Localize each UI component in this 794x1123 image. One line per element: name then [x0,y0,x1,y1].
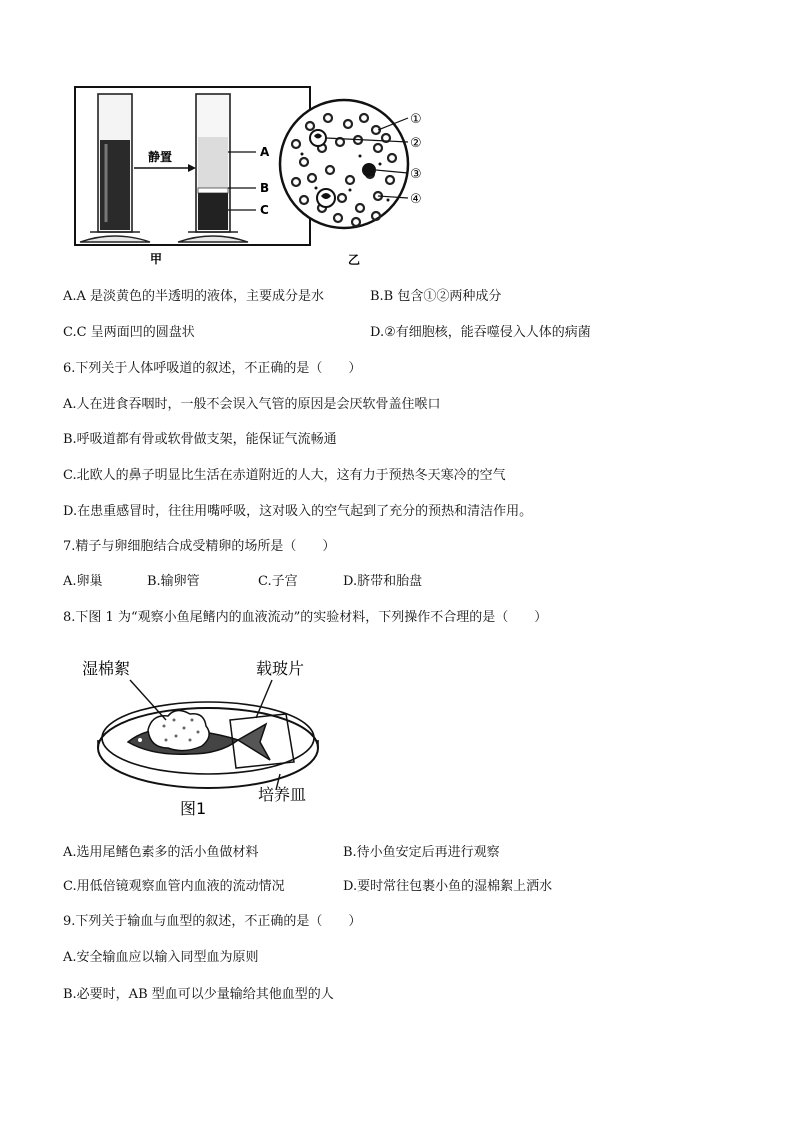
wet-cotton [148,710,209,750]
q9-stem: 9.下列关于输血与血型的叙述，不正确的是（ ） [63,914,362,929]
q6-option-a: A.人在进食吞咽时，一般不会误入气管的原因是会厌软骨盖住喉口 [63,397,441,412]
q5-option-d: D.②有细胞核，能吞噬侵入人体的病菌 [370,325,591,340]
q5-option-a: A.A 是淡黄色的半透明的液体，主要成分是水 [63,289,325,304]
blood-smear [280,100,408,228]
q8-option-a: A.选用尾鳍色素多的活小鱼做材料 [63,845,259,860]
q5-option-c: C.C 呈两面凹的圆盘状 [63,325,195,340]
q8-option-d: D.要时常往包裹小鱼的湿棉絮上洒水 [343,879,553,894]
layer-label-a: A [260,145,270,159]
q7-option-c: C.子宫 [258,574,298,589]
q5-option-b: B.B 包含①②两种成分 [370,289,502,304]
cell-label-1: ① [410,112,422,127]
cell-label-2: ② [410,136,422,151]
q6-stem: 6.下列关于人体呼吸道的叙述，不正确的是（ ） [63,361,362,376]
q8-option-c: C.用低倍镜观察血管内血液的流动情况 [63,879,285,894]
figure-caption: 图1 [180,799,207,818]
q7-stem: 7.精子与卵细胞结合成受精卵的场所是（ ） [63,539,336,554]
q9-option-b: B.必要时，AB 型血可以少量输给其他血型的人 [63,987,334,1002]
label-petri-dish: 培养皿 [258,785,307,804]
q7-option-b: B.输卵管 [147,574,200,589]
q8-stem: 8.下图 1 为“观察小鱼尾鳍内的血液流动”的实验材料，下列操作不合理的是（ ） [63,610,548,625]
caption-jia: 甲 [150,252,163,266]
q6-option-d: D.在患重感冒时，往往用嘴呼吸，这对吸入的空气起到了充分的预热和清洁作用。 [63,504,533,519]
layer-label-b: B [260,181,270,195]
q7-option-a: A.卵巢 [63,574,103,589]
arrow-label: 静置 [148,150,173,164]
q7-option-d: D.脐带和胎盘 [343,574,423,589]
cell-label-3: ③ [410,167,422,182]
q8-option-b: B.待小鱼安定后再进行观察 [343,845,500,860]
layer-label-c: C [260,203,269,217]
fish-dish-figure [80,650,340,820]
cell-label-4: ④ [410,192,422,207]
blood-figure [60,82,440,272]
q6-option-b: B.呼吸道都有骨或软骨做支架，能保证气流畅通 [63,432,337,447]
label-wet-cotton: 湿棉絮 [82,659,131,678]
caption-yi: 乙 [348,253,361,267]
q6-option-c: C.北欧人的鼻子明显比生活在赤道附近的人大，这有力于预热冬天寒冷的空气 [63,468,506,483]
label-glass-slide: 载玻片 [256,659,305,678]
q9-option-a: A.安全输血应以输入同型血为原则 [63,950,259,965]
